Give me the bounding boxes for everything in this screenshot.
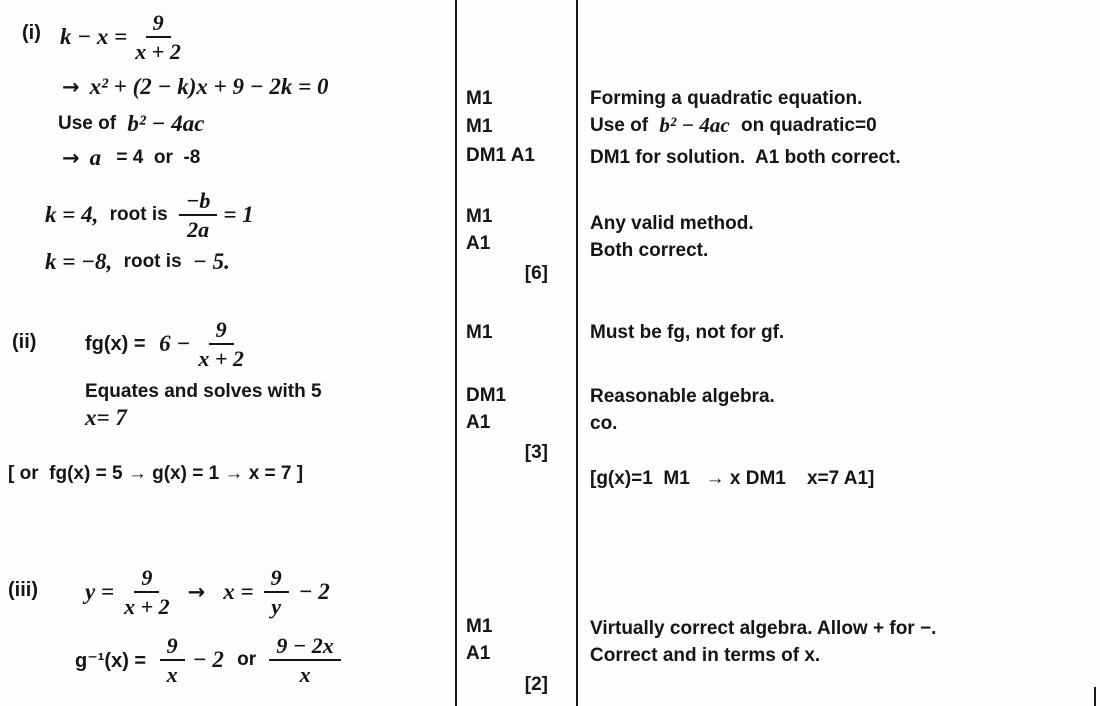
y-equals: y = — [85, 579, 115, 604]
implies-arrow: → — [62, 75, 80, 99]
comment-post-text: on quadratic=0 — [735, 114, 877, 136]
fraction-9-over-x-plus-2 — [135, 11, 181, 62]
fraction-9-minus-2x-over-x — [269, 634, 340, 685]
part-i-quadratic-line — [62, 74, 329, 100]
comment-reasonable-algebra: Reasonable algebra. — [590, 386, 775, 407]
fraction-numerator: 9 — [134, 566, 159, 592]
part-i-discriminant-line — [58, 111, 204, 137]
fraction-denominator: x + 2 — [124, 593, 170, 619]
part-iii-rearrange-line — [85, 563, 330, 621]
part-i-k-values-line — [62, 145, 200, 171]
fraction-numerator: 9 — [264, 566, 289, 592]
mark-code: M1 — [466, 206, 493, 227]
k-equals-minus-8: k = −8, — [45, 249, 113, 274]
fraction-numerator: 9 — [146, 11, 171, 37]
fraction-numerator: 9 — [160, 634, 185, 660]
column-divider-right — [576, 0, 578, 706]
comment-any-valid-method: Any valid method. — [590, 213, 754, 234]
part-iii-total-marks: [2] — [524, 674, 548, 695]
mark-code: M1 — [466, 88, 493, 109]
mark-code: DM1 A1 — [466, 145, 535, 166]
part-iii-label: (iii) — [8, 579, 38, 601]
root-is-text: root is — [104, 204, 173, 225]
g-inverse-lhs: g⁻¹(x) = — [75, 649, 152, 672]
root-is-text: root is — [118, 251, 187, 272]
comment-use-of-discriminant — [590, 113, 877, 138]
discriminant-expr: b² − 4ac — [127, 111, 205, 136]
or-text: or — [231, 649, 262, 670]
comment-virtually-correct: Virtually correct algebra. Allow + for −. — [590, 618, 937, 639]
minus-2: − 2 — [192, 647, 224, 672]
variable-a: a — [89, 145, 102, 170]
fraction-numerator: 9 — [209, 318, 234, 344]
fraction-9-over-x-plus-2 — [198, 318, 244, 369]
part-i-root-1-line — [45, 186, 254, 244]
fraction-denominator: x + 2 — [198, 345, 244, 371]
page-edge-tick — [1094, 687, 1096, 706]
minus-2: − 2 — [298, 579, 330, 604]
part-ii-alternative-method: [ or fg(x) = 5 → g(x) = 1 → x = 7 ] — [8, 463, 304, 484]
fraction-denominator: 2a — [187, 216, 210, 242]
comment-alternative-marking: [g(x)=1 M1 → x DM1 x=7 A1] — [590, 468, 875, 489]
fraction-denominator: y — [271, 593, 281, 619]
part-ii-equation — [85, 315, 244, 373]
fraction-denominator: x + 2 — [135, 38, 181, 64]
fraction-denominator: x — [299, 661, 311, 687]
fg-of-x-lhs: fg(x) = — [85, 332, 152, 355]
equals-1: = 1 — [223, 202, 254, 227]
implies-arrow: → — [187, 580, 206, 604]
fraction-numerator: −b — [179, 189, 217, 215]
comment-both-correct: Both correct. — [590, 240, 709, 261]
fraction-denominator: x — [166, 661, 178, 687]
use-of-text: Use of — [58, 113, 122, 134]
mark-code: M1 — [466, 116, 493, 137]
fraction-9-over-y — [264, 566, 289, 617]
comment-must-be-fg: Must be fg, not for gf. — [590, 322, 785, 343]
part-i-root-2-line — [45, 249, 230, 275]
part-i-equation-1 — [60, 8, 181, 66]
part-ii-equates-line: Equates and solves with 5 — [85, 381, 322, 402]
part-iii-inverse-line — [75, 631, 341, 689]
fraction-minus-b-over-2a — [179, 189, 217, 240]
mark-code: M1 — [466, 616, 493, 637]
x-equals: x = — [223, 579, 254, 604]
fraction-9-over-x — [160, 634, 185, 685]
part-ii-total-marks: [3] — [524, 442, 548, 463]
mark-code: A1 — [466, 233, 491, 254]
six-minus: 6 − — [159, 331, 191, 356]
k-values-text: = 4 or -8 — [111, 147, 201, 168]
part-ii-answer-x-7: x= 7 — [85, 405, 127, 430]
discriminant-expr: b² − 4ac — [659, 113, 730, 137]
comment-forming-quadratic: Forming a quadratic equation. — [590, 88, 863, 109]
part-ii-label: (ii) — [12, 331, 37, 353]
implies-arrow: → — [62, 146, 80, 170]
part-i-total-marks: [6] — [524, 263, 548, 284]
part-i-eq1-lhs: k − x = — [60, 24, 128, 49]
part-i-label: (i) — [22, 22, 41, 44]
root-minus-5: − 5. — [192, 249, 230, 274]
fraction-numerator: 9 − 2x — [269, 634, 340, 660]
fraction-9-over-x-plus-2 — [124, 566, 170, 617]
column-divider-left — [455, 0, 457, 706]
mark-code: A1 — [466, 412, 491, 433]
comment-dm1-solution: DM1 for solution. A1 both correct. — [590, 147, 901, 168]
k-equals-4: k = 4, — [45, 202, 99, 227]
comment-pre-text: Use of — [590, 114, 654, 136]
part-i-quadratic-expr: x² + (2 − k)x + 9 − 2k = 0 — [89, 74, 329, 99]
mark-code: M1 — [466, 322, 493, 343]
mark-code: DM1 — [466, 385, 507, 406]
mark-code: A1 — [466, 643, 491, 664]
comment-co: co. — [590, 413, 618, 434]
comment-in-terms-of-x: Correct and in terms of x. — [590, 645, 821, 666]
